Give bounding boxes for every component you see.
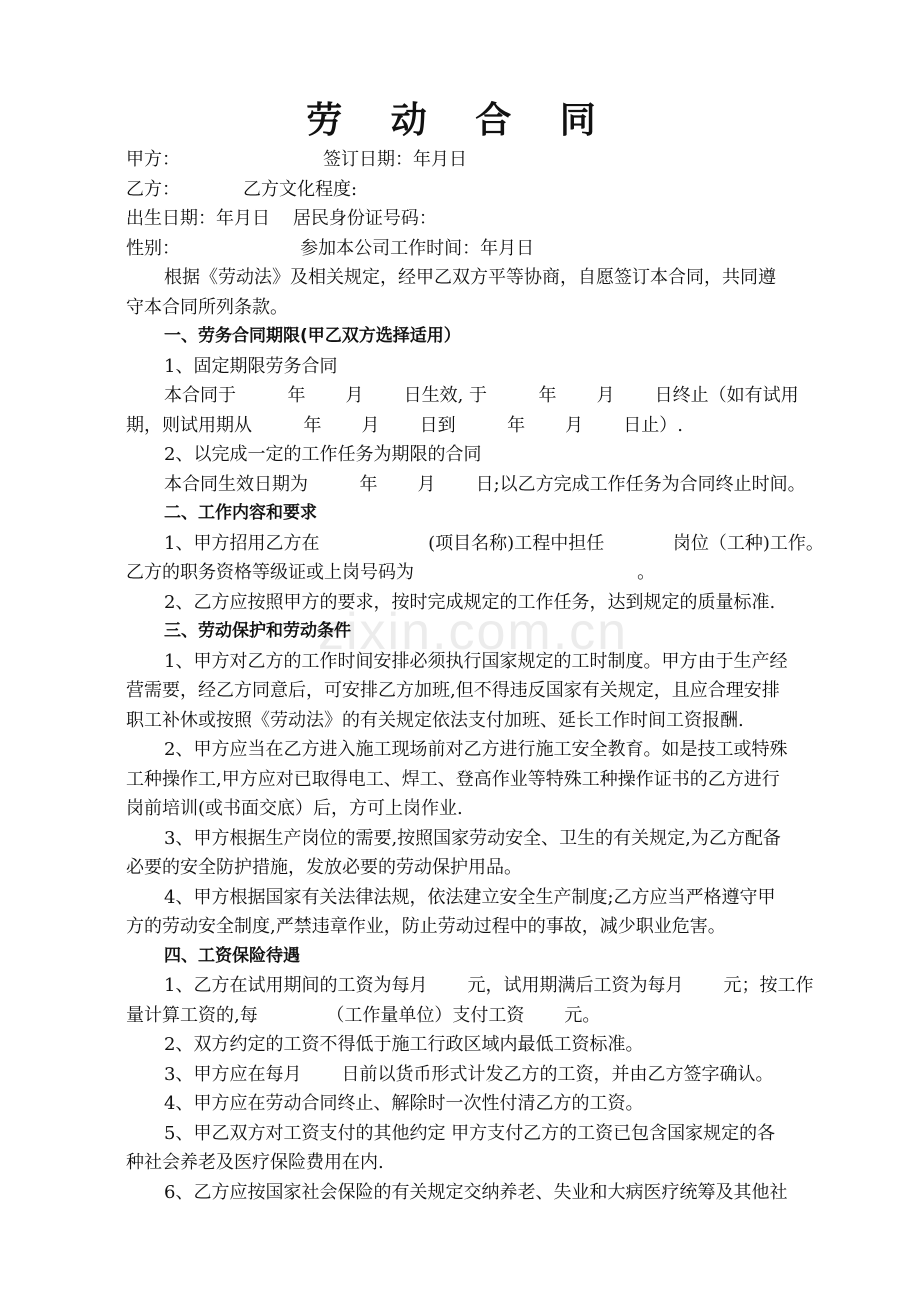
party-b-line: 乙方： 乙方文化程度:	[126, 179, 358, 200]
paragraph-line: 本合同生效日期为 年 月 日;以乙方完成工作任务为合同终止时间。	[164, 474, 806, 495]
birth-id-line: 出生日期：年月日 居民身份证号码：	[126, 208, 437, 229]
clause-line: 3、甲方根据生产岗位的需要,按照国家劳动安全、卫生的有关规定,为乙方配备	[164, 828, 781, 849]
section-heading: 二、工作内容和要求	[164, 503, 317, 523]
section-heading: 一、劳务合同期限(甲乙双方选择适用）	[164, 326, 461, 346]
clause-line: 2、乙方应按照甲方的要求，按时完成规定的工作任务，达到规定的质量标准.	[164, 592, 776, 613]
clause-line: 4、甲方应在劳动合同终止、解除时一次性付清乙方的工资。	[164, 1093, 644, 1114]
clause-line: 5、甲乙双方对工资支付的其他约定 甲方支付乙方的工资已包含国家规定的各	[164, 1123, 776, 1144]
clause-line: 3、甲方应在每月 日前以货币形式计发乙方的工资，并由乙方签字确认。	[164, 1064, 774, 1085]
paragraph-line: 职工补休或按照《劳动法》的有关规定依法支付加班、延长工作时间工资报酬.	[126, 710, 744, 731]
party-a-line: 甲方： 签订日期：年月日	[126, 149, 468, 170]
paragraph-line: 量计算工资的,每 （工作量单位）支付工资 元。	[126, 1005, 601, 1026]
paragraph-line: 本合同于 年 月 日生效, 于 年 月 日终止（如有试用	[164, 385, 799, 406]
clause-line: 2、以完成一定的工作任务为期限的合同	[164, 444, 482, 465]
paragraph-line: 方的劳动安全制度,严禁违章作业，防止劳动过程中的事故，减少职业危害。	[126, 916, 726, 937]
paragraph-line: 工种操作工,甲方应对已取得电工、焊工、登高作业等特殊工种操作证书的乙方进行	[126, 769, 780, 790]
paragraph-line: 营需要，经乙方同意后，可安排乙方加班,但不得违反国家有关规定，且应合理安排	[126, 680, 780, 701]
paragraph-line: 乙方的职务资格等级证或上岗号码为 。	[126, 562, 656, 583]
clause-line: 2、甲方应当在乙方进入施工现场前对乙方进行施工安全教育。如是技工或特殊	[164, 739, 788, 760]
paragraph-line: 岗前培训(或书面交底）后，方可上岗作业.	[126, 798, 463, 819]
clause-line: 6、乙方应按国家社会保险的有关规定交纳养老、失业和大病医疗统筹及其他社	[164, 1182, 788, 1203]
gender-line: 性别： 参加本公司工作时间：年月日	[126, 238, 535, 259]
section-heading: 三、劳动保护和劳动条件	[164, 621, 351, 641]
clause-line: 1、甲方招用乙方在 (项目名称)工程中担任 岗位（工种)工作。	[164, 533, 824, 554]
section-heading: 四、工资保险待遇	[164, 946, 300, 966]
clause-line: 1、甲方对乙方的工作时间安排必须执行国家规定的工时制度。甲方由于生产经	[164, 651, 788, 672]
clause-line: 2、双方约定的工资不得低于施工行政区域内最低工资标准。	[164, 1034, 644, 1055]
clause-line: 1、乙方在试用期间的工资为每月 元，试用期满后工资为每月 元；按工作	[164, 975, 814, 996]
clause-line: 1、固定期限劳务合同	[164, 356, 338, 377]
paragraph-line: 根据《劳动法》及相关规定，经甲乙双方平等协商，自愿签订本合同，共同遵	[164, 267, 776, 288]
paragraph-line: 种社会养老及医疗保险费用在内.	[126, 1152, 384, 1173]
watermark: zixin.com.cn	[318, 603, 629, 661]
clause-line: 4、甲方根据国家有关法律法规，依法建立安全生产制度;乙方应当严格遵守甲	[164, 887, 776, 908]
paragraph-line: 守本合同所列条款。	[126, 297, 288, 318]
paragraph-line: 期，则试用期从 年 月 日到 年 月 日止）.	[126, 415, 683, 436]
paragraph-line: 必要的安全防护措施，发放必要的劳动保护用品。	[126, 857, 522, 878]
document-title: 劳 动 合 同	[306, 99, 614, 141]
